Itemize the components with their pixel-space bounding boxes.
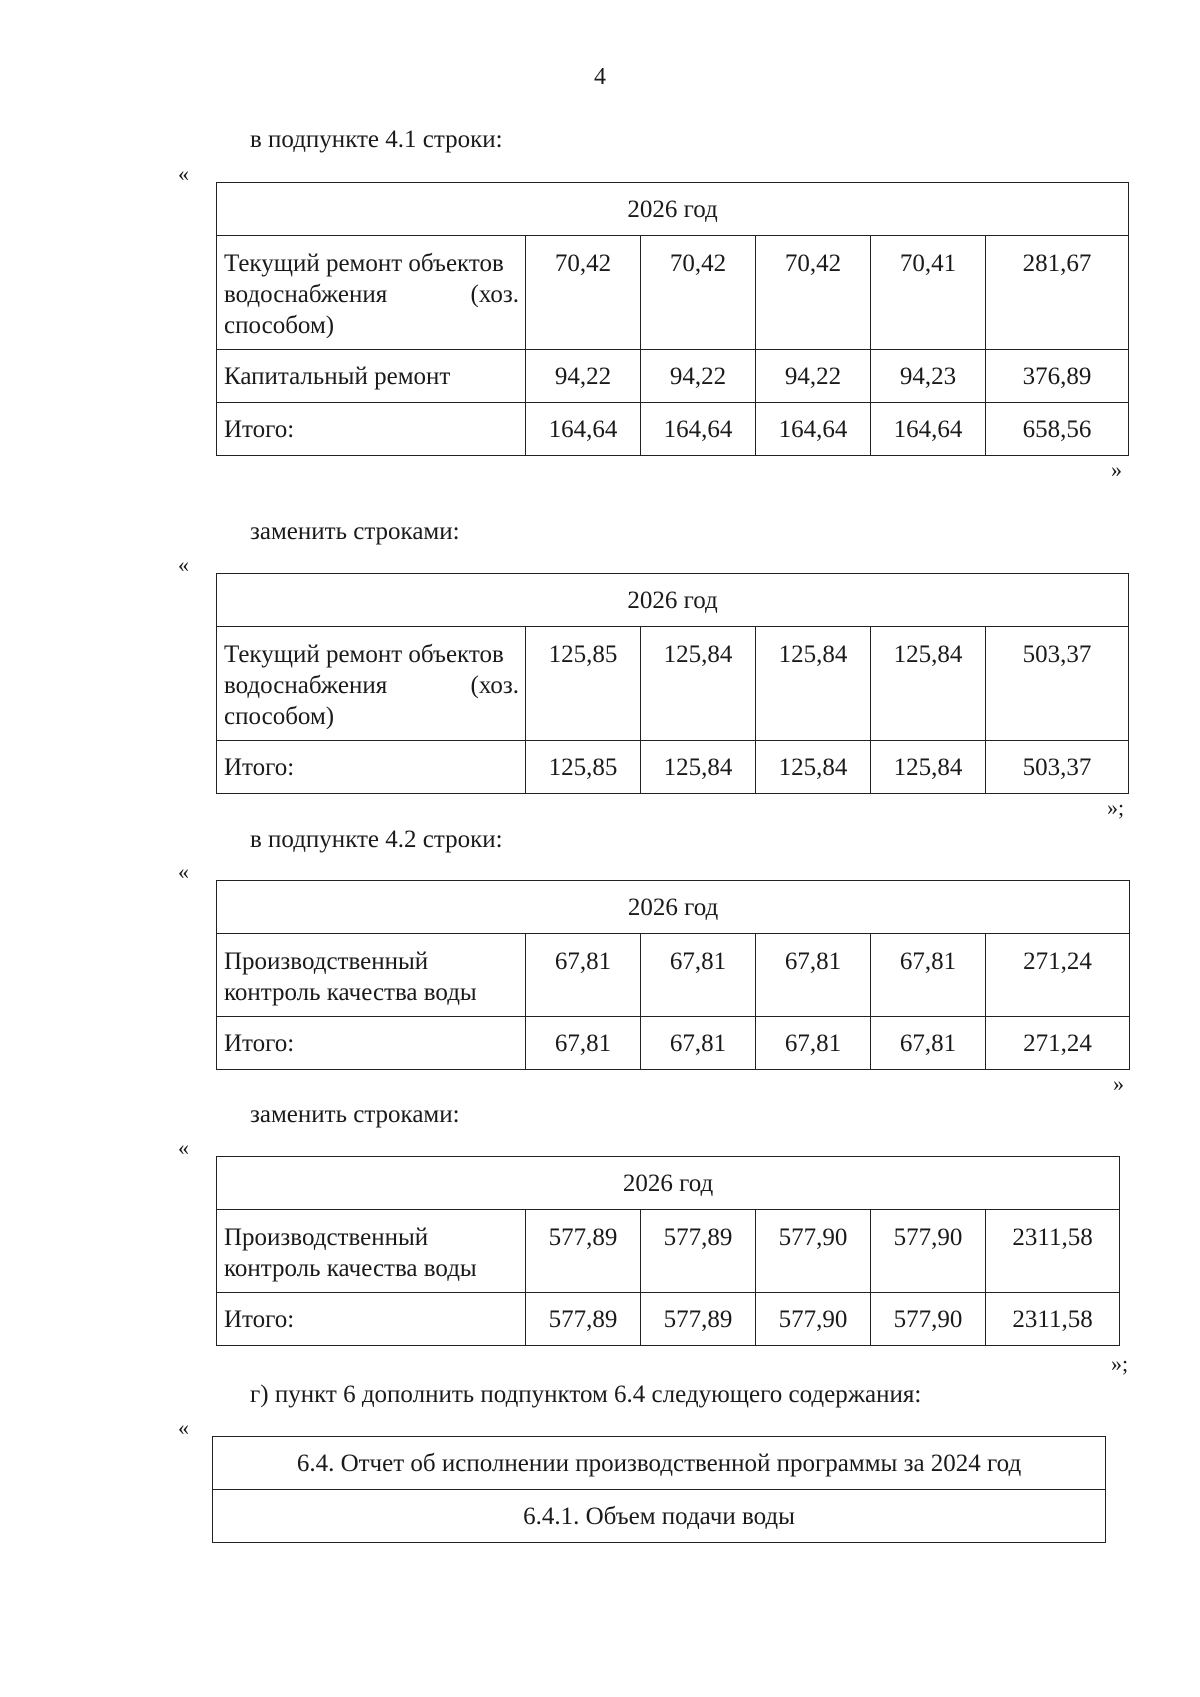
value-cell: 70,41 xyxy=(871,236,986,350)
value-cell: 67,81 xyxy=(641,1017,756,1070)
row-label: Итого: xyxy=(217,741,526,794)
label-line: контроль качества воды xyxy=(224,1255,477,1282)
value-cell: 125,84 xyxy=(871,627,986,741)
row-label: Итого: xyxy=(217,403,526,456)
opening-quote: « xyxy=(178,1135,189,1160)
closing-quote: »; xyxy=(1111,1351,1129,1376)
value-cell: 577,89 xyxy=(526,1210,641,1293)
value-cell: 67,81 xyxy=(871,1017,986,1070)
value-cell: 125,85 xyxy=(526,627,641,741)
value-cell: 67,81 xyxy=(641,934,756,1017)
value-cell: 70,42 xyxy=(641,236,756,350)
value-cell: 164,64 xyxy=(641,403,756,456)
value-cell: 577,89 xyxy=(641,1293,756,1346)
table-4-1-original xyxy=(216,182,1129,456)
row-label xyxy=(217,627,526,741)
total-cell: 281,67 xyxy=(986,236,1129,350)
value-cell: 67,81 xyxy=(871,934,986,1017)
section-heading: в подпункте 4.1 строки: xyxy=(250,126,503,153)
opening-quote: « xyxy=(178,859,189,884)
table-6-4-report xyxy=(212,1436,1106,1543)
value-cell: 94,22 xyxy=(526,350,641,403)
total-cell: 503,37 xyxy=(986,741,1129,794)
section-heading: г) пункт 6 дополнить подпунктом 6.4 следующего содержания: xyxy=(250,1381,922,1408)
total-cell: 2311,58 xyxy=(986,1210,1120,1293)
label-line: Производственный xyxy=(224,1224,429,1251)
year-header: 2026 год xyxy=(217,1157,1120,1210)
label-line: водоснабжения (хоз. xyxy=(224,672,519,699)
table-4-2-replacement xyxy=(216,1156,1120,1346)
year-header: 2026 год xyxy=(217,183,1129,236)
row-label: Капитальный ремонт xyxy=(217,350,526,403)
value-cell: 70,42 xyxy=(526,236,641,350)
closing-quote: » xyxy=(1113,1071,1124,1096)
closing-quote: »; xyxy=(1107,795,1125,820)
value-cell: 67,81 xyxy=(526,934,641,1017)
row-label: Итого: xyxy=(217,1293,526,1346)
value-cell: 164,64 xyxy=(756,403,871,456)
row-label xyxy=(217,236,526,350)
value-cell: 67,81 xyxy=(756,934,871,1017)
opening-quote: « xyxy=(178,161,189,186)
table-row xyxy=(217,236,1129,350)
value-cell: 577,90 xyxy=(871,1293,986,1346)
value-cell: 577,90 xyxy=(871,1210,986,1293)
table-row xyxy=(217,1210,1120,1293)
value-cell: 125,84 xyxy=(641,741,756,794)
total-cell: 503,37 xyxy=(986,627,1129,741)
table-4-2-original xyxy=(216,880,1130,1070)
value-cell: 577,89 xyxy=(641,1210,756,1293)
value-cell: 67,81 xyxy=(526,1017,641,1070)
label-line: Производственный xyxy=(224,948,429,975)
year-header: 2026 год xyxy=(217,574,1129,627)
table-row xyxy=(217,1293,1120,1346)
row-label: Итого: xyxy=(217,1017,526,1070)
total-cell: 658,56 xyxy=(986,403,1129,456)
label-line: Текущий ремонт объектов xyxy=(224,641,504,668)
value-cell: 125,84 xyxy=(756,741,871,794)
value-cell: 94,22 xyxy=(641,350,756,403)
total-cell: 271,24 xyxy=(986,934,1130,1017)
row-label xyxy=(217,934,526,1017)
value-cell: 164,64 xyxy=(526,403,641,456)
closing-quote: » xyxy=(1111,457,1122,482)
value-cell: 70,42 xyxy=(756,236,871,350)
total-cell: 271,24 xyxy=(986,1017,1130,1070)
value-cell: 94,22 xyxy=(756,350,871,403)
value-cell: 164,64 xyxy=(871,403,986,456)
label-line: водоснабжения (хоз. xyxy=(224,281,519,308)
section-heading: заменить строками: xyxy=(250,518,460,545)
opening-quote: « xyxy=(178,1415,189,1440)
section-heading: заменить строками: xyxy=(250,1101,460,1128)
table-4-1-replacement xyxy=(216,573,1129,794)
row-label xyxy=(217,1210,526,1293)
value-cell: 125,84 xyxy=(871,741,986,794)
value-cell: 577,90 xyxy=(756,1293,871,1346)
value-cell: 125,84 xyxy=(641,627,756,741)
value-cell: 125,84 xyxy=(756,627,871,741)
value-cell: 67,81 xyxy=(756,1017,871,1070)
label-line: способом) xyxy=(224,312,335,339)
total-cell: 2311,58 xyxy=(986,1293,1120,1346)
section-heading: в подпункте 4.2 строки: xyxy=(250,826,503,853)
value-cell: 125,85 xyxy=(526,741,641,794)
total-cell: 376,89 xyxy=(986,350,1129,403)
value-cell: 94,23 xyxy=(871,350,986,403)
table-row xyxy=(217,403,1129,456)
label-line: способом) xyxy=(224,703,335,730)
opening-quote: « xyxy=(178,552,189,577)
label-line: Текущий ремонт объектов xyxy=(224,250,504,277)
page-number: 4 xyxy=(594,64,606,90)
table-row xyxy=(217,350,1129,403)
year-header: 2026 год xyxy=(217,881,1130,934)
table-row xyxy=(217,627,1129,741)
table-row xyxy=(217,1017,1130,1070)
value-cell: 577,89 xyxy=(526,1293,641,1346)
value-cell: 577,90 xyxy=(756,1210,871,1293)
label-line: контроль качества воды xyxy=(224,979,477,1006)
table-row xyxy=(217,741,1129,794)
report-subtitle: 6.4.1. Объем подачи воды xyxy=(213,1490,1106,1543)
table-row xyxy=(217,934,1130,1017)
report-title: 6.4. Отчет об исполнении производственной программы за 2024 год xyxy=(213,1437,1106,1490)
